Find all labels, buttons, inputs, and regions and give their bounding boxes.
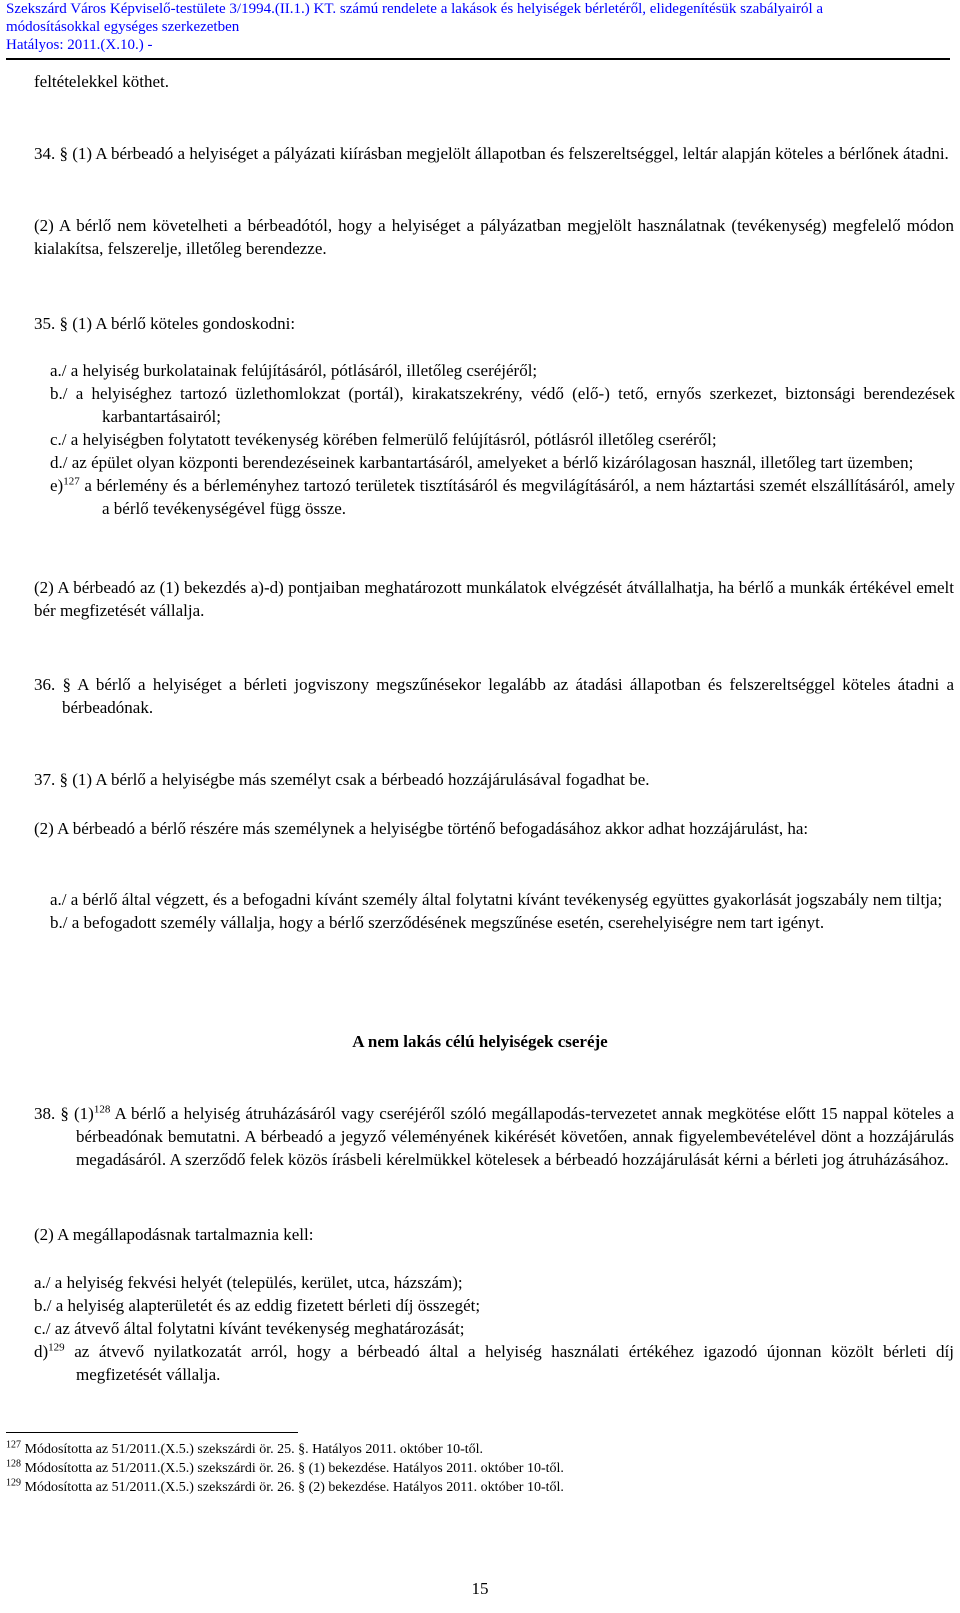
footnote-text: Módosította az 51/2011.(X.5.) szekszárdi ör. 25. §. Hatályos 2011. október 10-től. [21, 1442, 484, 1457]
paragraph-text: A bérlő a helyiség átruházásáról vagy cseréjéről szóló megállapodás-tervezetet annak megkötése előtt 15 nappal köteles a bérbeadónak bemutatni. A bérbeadó a jegyző véleményének kikérését követően, annak figyelembevételével dönt a hozzájárulás megadásáról. A szerződő felek közös írásbeli kérelmükkel kötelesek a bérbeadó hozzájárulását kérni a bérleti jog átruházásához. [76, 1104, 954, 1169]
paragraph-label: 38. § (1) [34, 1104, 94, 1123]
item-text: a bérlemény és a bérleményhez tartozó területek tisztításáról és megvilágításáról, a nem háztartási szemét elszállításáról, amely a bérlő tevékenységével függ össze. [79, 476, 955, 518]
paragraph-34-2: (2) A bérlő nem követelheti a bérbeadótól, hogy a helyiséget a pályázatban megjelölt használatnak (tevékenység) megfelelő módon kialakítsa, felszerelje, illetőleg berendezze. [34, 216, 954, 258]
footnote-127 [6, 1441, 950, 1458]
list-item-35-d: d./ az épület olyan központi berendezéseinek karbantartásáról, amelyeket a bérlő kizárólagosan használ, illetőleg tart üzemben; [50, 453, 914, 472]
paragraph-35-2: (2) A bérbeadó az (1) bekezdés a)-d) pontjaiban meghatározott munkálatok elvégzését átvállalhatja, ha bérlő a munkák értékével emelt bér megfizetését vállalja. [34, 578, 954, 620]
footnote-number: 128 [6, 1458, 21, 1470]
header-line-2: módosításokkal egységes szerkezetben [6, 19, 240, 35]
paragraph-38-1 [34, 1102, 954, 1171]
list-38 [34, 1271, 954, 1386]
list-item-35-c: c./ a helyiségben folytatott tevékenység körében felmerülő felújításról, pótlásról illetőleg cseréről; [50, 430, 717, 449]
footnote-ref-129[interactable]: 129 [48, 1341, 65, 1354]
list-item-35-a: a./ a helyiség burkolatainak felújításáról, pótlásáról, illetőleg cseréjéről; [50, 361, 538, 380]
item-label: e) [50, 476, 64, 495]
list-item-35-b: b./ a helyiséghez tartozó üzlethomlokzat (portál), kirakatszekrény, védő (elő-) tető, ernyős szerkezet, biztonsági berendezések karbantartásairól; [50, 384, 955, 426]
item-text: az átvevő nyilatkozatát arról, hogy a bérbeadó által a helyiség használati értékéhez igazodó újonnan közölt bérleti díj megfizetését vállalja. [64, 1342, 954, 1384]
header-line-1: Szekszárd Város Képviselő-testülete 3/1994.(II.1.) KT. számú rendelete a lakások és helyiségek bérletéről, elidegenítésük szabályairól a [6, 1, 824, 17]
footnote-ref-127[interactable]: 127 [63, 475, 80, 488]
running-header [6, 0, 950, 54]
footnote-ref-128[interactable]: 128 [93, 1103, 111, 1116]
list-item-38-a: a./ a helyiség fekvési helyét (település, kerület, utca, házszám); [34, 1273, 463, 1292]
footnote-rule [6, 1432, 298, 1433]
list-37 [50, 888, 955, 934]
footnote-text: Módosította az 51/2011.(X.5.) szekszárdi ör. 26. § (2) bekezdése. Hatályos 2011. október 10-től. [21, 1480, 564, 1495]
list-item-38-c: c./ az átvevő által folytatni kívánt tevékenység meghatározását; [34, 1319, 465, 1338]
list-item-38-d [34, 1340, 954, 1386]
paragraph-37-1: 37. § (1) A bérlő a helyiségbe más személyt csak a bérbeadó hozzájárulásával fogadhat be. [34, 770, 650, 789]
section-title: A nem lakás célú helyiségek cseréje [352, 1032, 608, 1051]
paragraph-35-1: 35. § (1) A bérlő köteles gondoskodni: [34, 314, 296, 333]
paragraph-continuation: feltételekkel köthet. [34, 72, 169, 91]
header-rule [6, 58, 950, 60]
list-item-37-a: a./ a bérlő által végzett, és a befogadni kívánt személy által folytatni kívánt tevékenység együttes gyakorlását jogszabály nem tiltja; [50, 890, 943, 909]
footnote-number: 127 [6, 1439, 21, 1451]
page-number: 15 [471, 1579, 489, 1598]
footnote-128 [6, 1460, 950, 1477]
footnote-number: 129 [6, 1477, 21, 1489]
item-label: d) [34, 1342, 49, 1361]
paragraph-34-1: 34. § (1) A bérbeadó a helyiséget a pályázati kiírásban megjelölt állapotban és felszereltséggel, leltár alapján köteles a bérlőnek átadni. [34, 144, 949, 163]
list-35 [50, 359, 955, 520]
paragraph-38-2: (2) A megállapodásnak tartalmaznia kell: [34, 1225, 314, 1244]
header-line-3: Hatályos: 2011.(X.10.) - [6, 37, 153, 53]
paragraph-36: 36. § A bérlő a helyiséget a bérleti jogviszony megszűnésekor legalább az átadási állapotban és felszereltséggel köteles átadni a bérbeadónak. [34, 675, 954, 717]
list-item-38-b: b./ a helyiség alapterületét és az eddig fizetett bérleti díj összegét; [34, 1296, 481, 1315]
footnote-text: Módosította az 51/2011.(X.5.) szekszárdi ör. 26. § (1) bekezdése. Hatályos 2011. október 10-től. [21, 1461, 564, 1476]
list-item-37-b: b./ a befogadott személy vállalja, hogy a bérlő szerződésének megszűnése esetén, cserehelyiségre nem tart igényt. [50, 913, 825, 932]
paragraph-37-2: (2) A bérbeadó a bérlő részére más személynek a helyiségbe történő befogadásához akkor adhat hozzájárulást, ha: [34, 819, 809, 838]
footnote-129 [6, 1479, 950, 1496]
list-item-35-e [50, 474, 955, 520]
